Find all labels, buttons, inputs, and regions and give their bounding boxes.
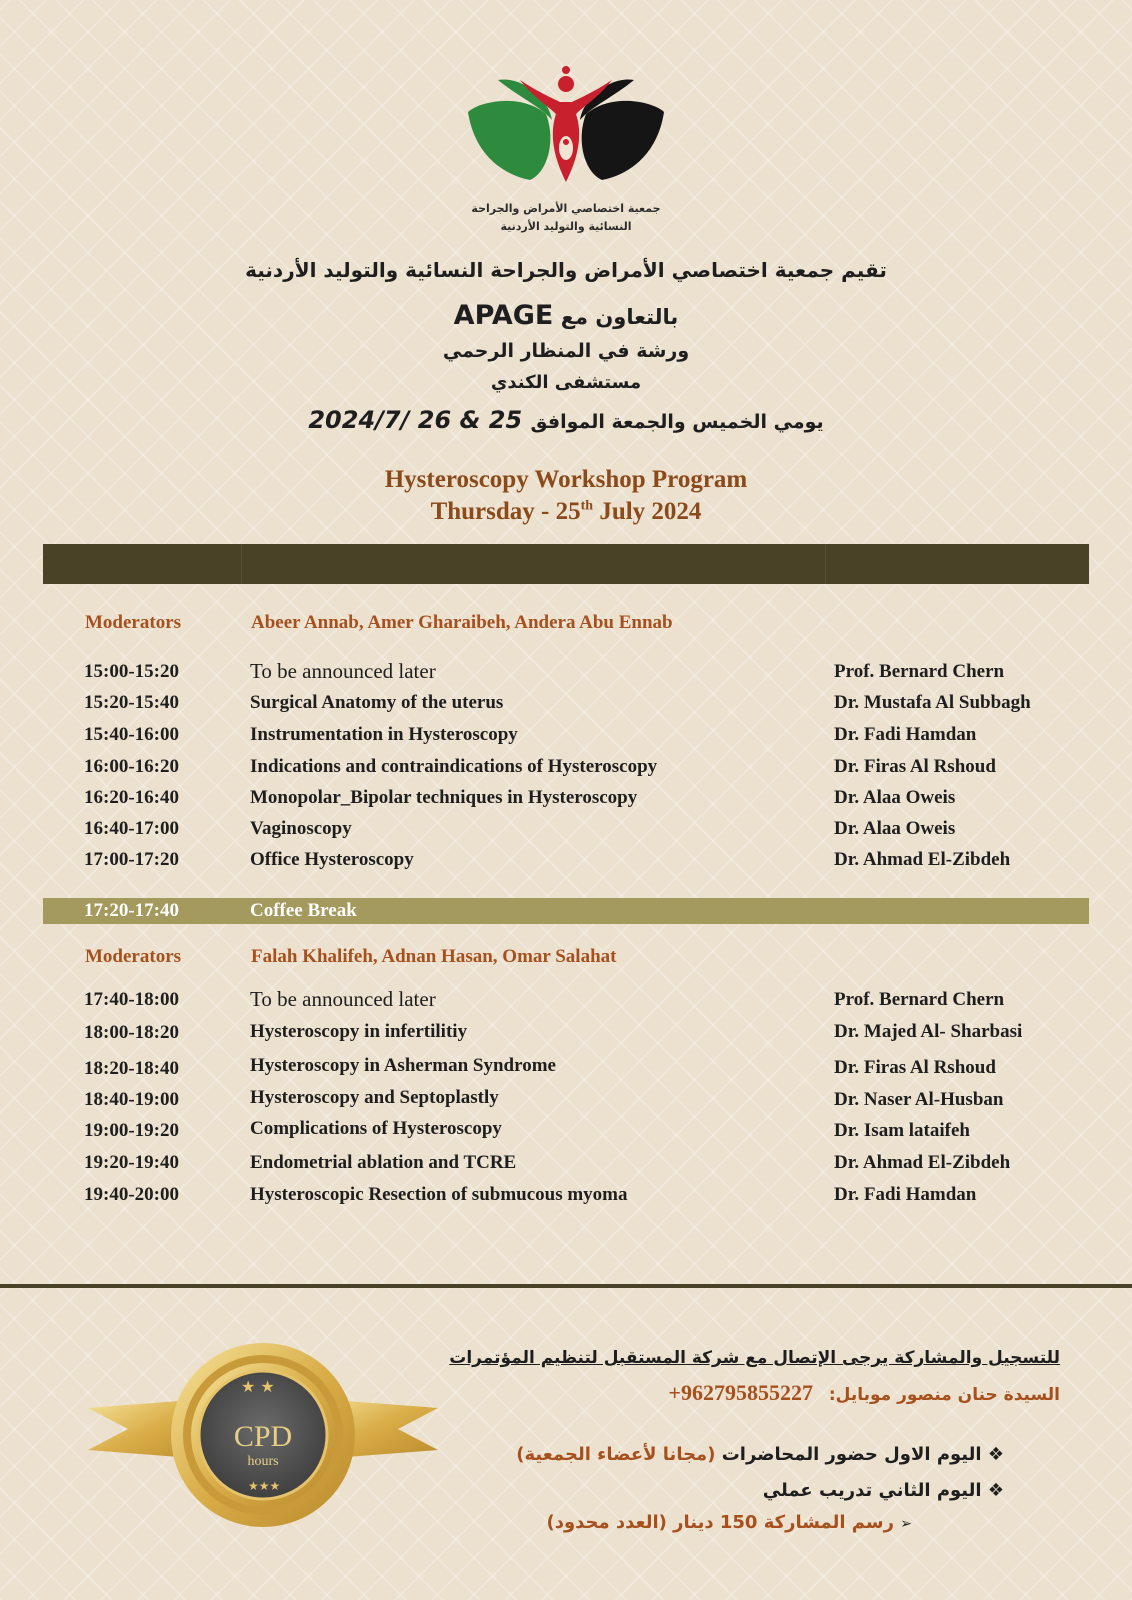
row-speaker: Dr. Fadi Hamdan — [834, 1184, 977, 1205]
registration-note: للتسجيل والمشاركة يرجى الإتصال مع شركة المستقبل لتنظيم المؤتمرات — [449, 1348, 1060, 1368]
day1-note: (مجانا لأعضاء الجمعية) — [516, 1444, 716, 1465]
row-speaker: Dr. Fadi Hamdan — [834, 724, 977, 745]
row-topic: Endometrial ablation and TCRE — [250, 1152, 517, 1173]
row-time: 18:20-18:40 — [84, 1058, 179, 1079]
row-time: 18:00-18:20 — [84, 1022, 179, 1043]
row-speaker: Prof. Bernard Chern — [834, 989, 1005, 1010]
row-topic: Indications and contraindications of Hysteroscopy — [250, 756, 658, 777]
day2-line — [763, 1480, 1004, 1501]
row-topic: Complications of Hysteroscopy — [250, 1118, 502, 1139]
coffee-time: 17:20-17:40 — [84, 900, 179, 921]
row-speaker: Dr. Majed Al- Sharbasi — [834, 1021, 1023, 1042]
day2-text: اليوم الثاني تدريب عملي — [762, 1480, 982, 1501]
row-topic: Monopolar_Bipolar techniques in Hysteroscopy — [250, 787, 638, 808]
moderators-label-2: Moderators — [85, 946, 182, 967]
org-line-1: جمعية اختصاصي الأمراض والجراحة — [471, 202, 661, 215]
header-collaboration — [0, 300, 1132, 331]
row-speaker: Dr. Ahmad El-Zibdeh — [834, 1152, 1011, 1173]
row-time: 16:20-16:40 — [84, 787, 179, 808]
diamond-bullet-icon: ❖ — [987, 1444, 1004, 1465]
row-time: 15:20-15:40 — [84, 692, 179, 713]
row-topic: Office Hysteroscopy — [250, 849, 414, 870]
row-topic: Instrumentation in Hysteroscopy — [250, 724, 518, 745]
dates-value: 2024/7/ 26 & 25 — [308, 406, 523, 434]
header-dates — [0, 406, 1132, 434]
row-time: 19:40-20:00 — [84, 1184, 179, 1205]
row-topic: To be announced later — [250, 659, 436, 683]
row-speaker: Dr. Alaa Oweis — [834, 787, 956, 808]
dates-text: يومي الخميس والجمعة الموافق — [530, 411, 824, 433]
row-time: 17:00-17:20 — [84, 849, 179, 870]
row-topic: Vaginoscopy — [250, 818, 352, 839]
arrow-bullet-icon: ➢ — [900, 1516, 912, 1532]
program-date — [0, 498, 1132, 526]
contact-label: السيدة حنان منصور موبايل: — [828, 1385, 1060, 1405]
date-prefix: Thursday - 25 — [430, 498, 581, 525]
contact-line — [668, 1380, 1060, 1406]
day1-line — [516, 1444, 1004, 1465]
row-speaker: Prof. Bernard Chern — [834, 661, 1005, 682]
row-time: 16:40-17:00 — [84, 818, 179, 839]
apage-brand: APAGE — [453, 300, 554, 331]
row-time: 18:40-19:00 — [84, 1089, 179, 1110]
day1-text: اليوم الاول حضور المحاضرات — [721, 1444, 982, 1465]
coffee-label: Coffee Break — [250, 900, 357, 921]
header-hospital: مستشفى الكندي — [490, 372, 642, 393]
moderators-label-1: Moderators — [85, 612, 182, 633]
collab-prefix: بالتعاون مع — [560, 305, 679, 329]
row-time: 17:40-18:00 — [84, 989, 179, 1010]
row-time: 15:40-16:00 — [84, 724, 179, 745]
society-logo — [460, 62, 672, 190]
row-time: 15:00-15:20 — [84, 661, 179, 682]
svg-text:★★★: ★★★ — [248, 1479, 281, 1493]
fee-text: رسم المشاركة 150 دينار (العدد محدود) — [546, 1512, 894, 1533]
row-topic: Hysteroscopy and Septoplastly — [250, 1087, 499, 1108]
diamond-bullet-icon: ❖ — [987, 1480, 1004, 1501]
svg-text:★ ★: ★ ★ — [241, 1377, 275, 1396]
moderators-names-1: Abeer Annab, Amer Gharaibeh, Andera Abu Ennab — [251, 612, 673, 633]
org-line-2: النسائية والتوليد الأردنية — [500, 220, 632, 233]
cpd-label: CPD — [233, 1420, 293, 1453]
row-topic: Hysteroscopy in infertilitiy — [250, 1021, 468, 1042]
row-speaker: Dr. Isam lataifeh — [834, 1120, 970, 1141]
row-topic: Hysteroscopy in Asherman Syndrome — [250, 1055, 556, 1076]
contact-phone: +962795855227 — [668, 1380, 813, 1405]
row-speaker: Dr. Naser Al-Husban — [834, 1089, 1004, 1110]
logo-org-name — [0, 200, 1132, 236]
row-topic: To be announced later — [250, 987, 436, 1011]
row-topic: Surgical Anatomy of the uterus — [250, 692, 504, 713]
row-speaker: Dr. Ahmad El-Zibdeh — [834, 849, 1011, 870]
row-speaker: Dr. Alaa Oweis — [834, 818, 956, 839]
date-suffix: July 2024 — [593, 498, 702, 525]
cpd-badge — [88, 1340, 438, 1530]
footer-divider — [0, 1284, 1132, 1288]
row-time: 19:00-19:20 — [84, 1120, 179, 1141]
header-presents: تقيم جمعية اختصاصي الأمراض والجراحة النسائية والتوليد الأردنية — [245, 258, 887, 282]
program-title: Hysteroscopy Workshop Program — [384, 466, 748, 493]
fee-line — [546, 1512, 912, 1533]
coffee-break-bar — [43, 898, 1089, 924]
row-speaker: Dr. Firas Al Rshoud — [834, 756, 996, 777]
row-speaker: Dr. Mustafa Al Subbagh — [834, 692, 1031, 713]
row-time: 19:20-19:40 — [84, 1152, 179, 1173]
moderators-names-2: Falah Khalifeh, Adnan Hasan, Omar Salahat — [251, 946, 617, 967]
cpd-hours: hours — [247, 1454, 279, 1469]
row-time: 16:00-16:20 — [84, 756, 179, 777]
lotus-logo-icon — [460, 62, 672, 190]
row-speaker: Dr. Firas Al Rshoud — [834, 1057, 996, 1078]
date-sup: th — [580, 498, 594, 514]
row-topic: Hysteroscopic Resection of submucous myoma — [250, 1184, 628, 1205]
table-header-band — [43, 544, 1089, 584]
header-workshop: ورشة في المنظار الرحمي — [442, 340, 690, 362]
